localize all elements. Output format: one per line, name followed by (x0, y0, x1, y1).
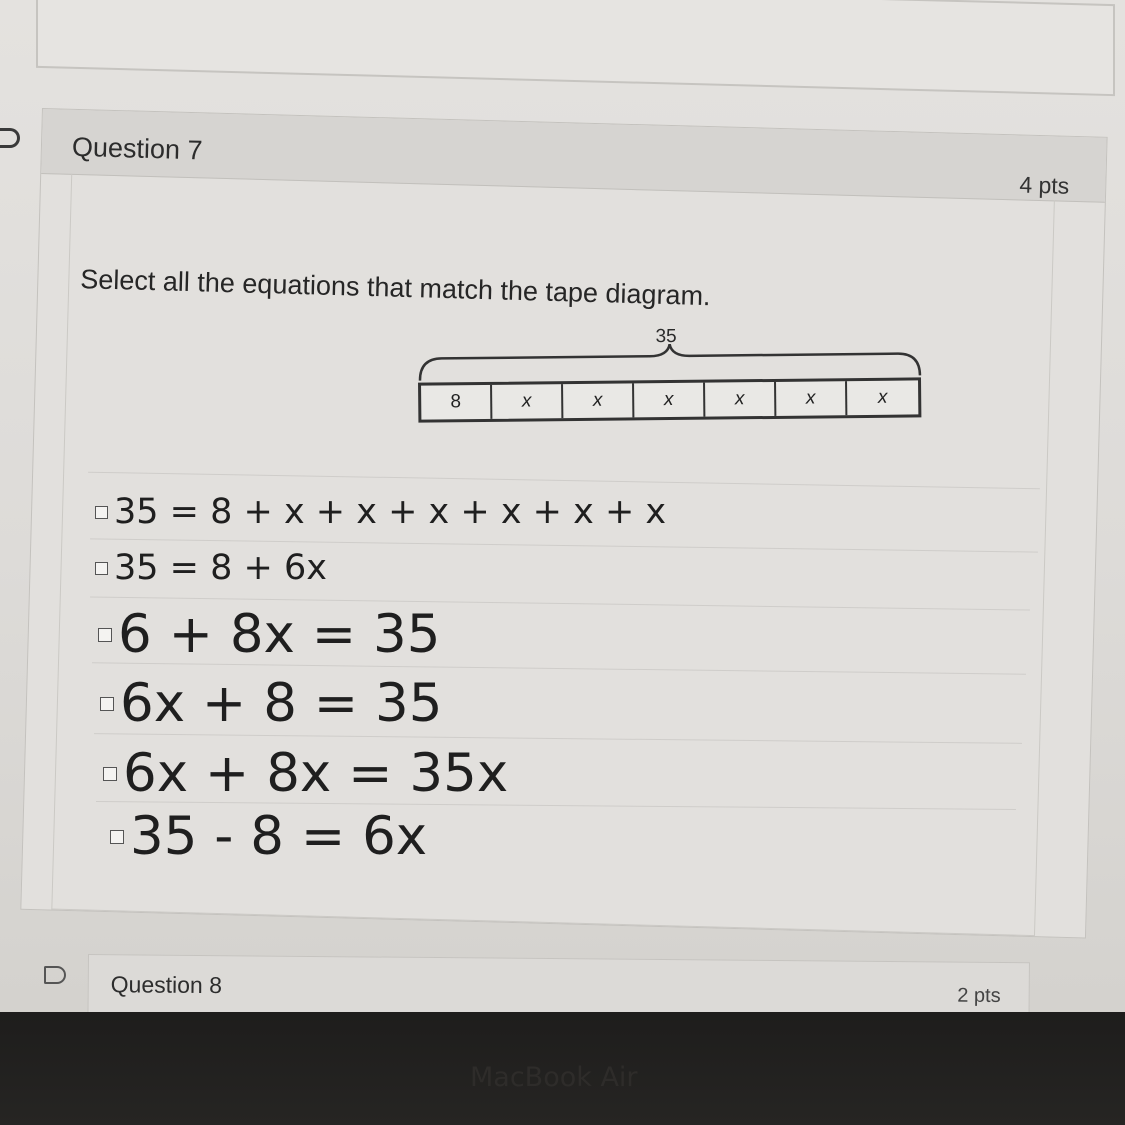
tape-cell-variable: x (877, 386, 888, 408)
checkbox[interactable] (103, 767, 117, 781)
checkbox[interactable] (100, 697, 114, 711)
question-points: 2 pts (957, 984, 1001, 1007)
tape-cell-variable: x (705, 382, 776, 417)
question-title: Question 8 (110, 971, 223, 999)
checkbox[interactable] (110, 830, 124, 844)
tape-diagram (417, 317, 928, 442)
tape-brace (418, 341, 922, 382)
tape-cell-variable: x (634, 383, 705, 418)
question-title: Question 7 (71, 131, 203, 166)
question-prompt: Select all the equations that match the tape diagram. (79, 264, 711, 312)
choice-label: 6x + 8x = 35x (123, 743, 509, 804)
checkbox[interactable] (98, 628, 112, 642)
previous-question-box (36, 0, 1115, 96)
choice-label: 6x + 8 = 35 (120, 673, 443, 734)
tape-cell-constant: 8 (421, 385, 492, 420)
tape-row (418, 377, 921, 422)
answer-choice-4[interactable] (100, 673, 442, 734)
flag-icon[interactable] (44, 966, 66, 984)
flag-icon[interactable] (0, 128, 20, 148)
tape-cell-variable: x (492, 384, 563, 419)
choice-label: 35 - 8 = 6x (130, 806, 428, 867)
question-points: 4 pts (1019, 171, 1070, 199)
answer-choice-1[interactable] (95, 492, 666, 532)
answer-choice-6[interactable] (110, 806, 427, 867)
checkbox[interactable] (95, 506, 108, 519)
answer-choice-3[interactable] (98, 604, 440, 665)
choice-label: 35 = 8 + 6x (114, 548, 327, 588)
answer-choice-2[interactable] (95, 548, 327, 588)
answer-choice-5[interactable] (103, 743, 508, 804)
tape-total-label: 35 (655, 325, 677, 348)
choice-label: 35 = 8 + x + x + x + x + x + x (114, 492, 667, 532)
choice-label: 6 + 8x = 35 (118, 604, 441, 665)
tape-cell-variable: x (776, 381, 847, 416)
tape-cell-variable: x (563, 383, 634, 418)
device-label: MacBook Air (470, 1062, 638, 1093)
checkbox[interactable] (95, 562, 108, 575)
